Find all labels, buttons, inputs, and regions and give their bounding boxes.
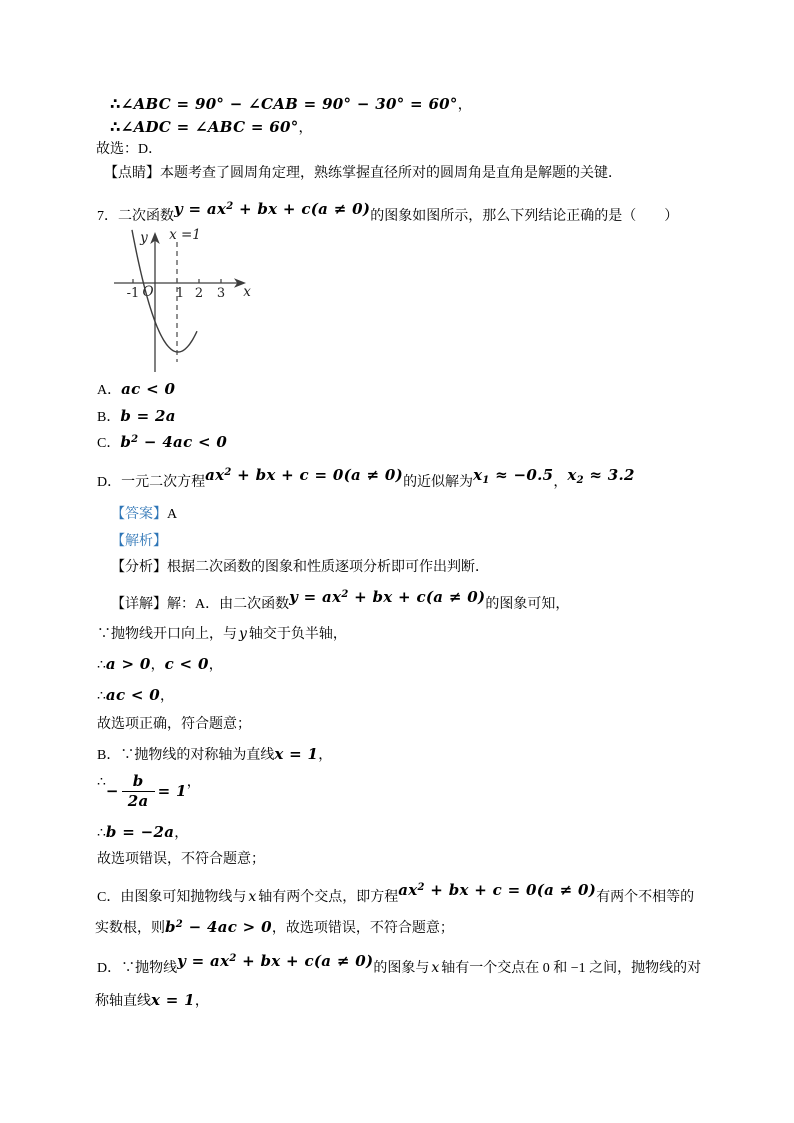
option-a [97, 378, 175, 401]
line-a-signs [97, 653, 223, 676]
math-expression: ∴∠ABC = 90° − ∠CAB = 90° − 30° = 60° [110, 95, 458, 113]
math-expression: $y = ax^2$ + bx + c(a ≠ 0) [174, 200, 371, 218]
line-b-conclusion [97, 821, 188, 844]
text-run: 有两个不相等的 [596, 890, 695, 905]
text-run: ， [194, 994, 209, 1009]
text-run: ， [553, 475, 568, 490]
fraction-denominator: 2a [127, 791, 149, 810]
line-b-fraction [97, 772, 201, 810]
text-run: 的图象与 [373, 961, 430, 976]
text-run: D．∵抛物线 [97, 961, 178, 976]
math-expression: $ax^2$ + bx + c = 0(a ≠ 0) [205, 466, 404, 484]
x-axis-label: x [243, 284, 251, 300]
line-angle-abc [110, 93, 472, 116]
x-tick-label: -1 [126, 286, 140, 301]
math-expression: $b^2 - 4ac < 0$ [120, 433, 228, 451]
math-expression: $y = ax^2$ + bx + c(a ≠ 0) [289, 588, 486, 606]
text-run: 【点睛】本题考查了圆周角定理，熟练掌握直径所对的圆周角是直角是解题的关键． [104, 166, 622, 181]
option-d [97, 464, 635, 493]
text-run: 故选项正确，符合题意； [97, 717, 251, 732]
superscript: 2 [229, 953, 237, 964]
subscript: 1 [482, 475, 490, 486]
fraction-numerator: b [122, 773, 155, 792]
text-run: A [167, 507, 178, 522]
text-run: 实数根，则 [95, 921, 165, 936]
text-run: 的图象如图所示，那么下列结论正确的是（ ） [370, 209, 679, 224]
math-expression: x = 1 [151, 991, 195, 1009]
math-variable: x [431, 960, 440, 976]
line-c-part2 [95, 916, 454, 939]
text-run: ， [208, 658, 223, 673]
line-a-premise [97, 624, 347, 645]
superscript: 2 [175, 919, 184, 930]
text-run: ， [298, 121, 313, 136]
x-tick-label: 1 [175, 286, 185, 301]
superscript: 2 [226, 201, 234, 212]
text-run: C． [97, 436, 121, 451]
option-b [97, 405, 176, 428]
text-run: C．由图象可知抛物线与 [97, 890, 247, 905]
text-run: ， [186, 775, 201, 790]
text-run: D．一元二次方程 [97, 475, 206, 490]
text-run: B．∵抛物线的对称轴为直线 [97, 748, 275, 763]
line-dianjing-note [104, 163, 622, 184]
text-run: 称轴直线 [95, 994, 151, 1009]
text-run: 轴有一个交点在 0 和 −1 之间，抛物线的对 [441, 961, 702, 976]
text-run: 轴交于负半轴， [248, 627, 347, 642]
x-tick-label: 2 [194, 286, 204, 301]
text-run: ， [160, 689, 175, 704]
math-fraction: − $\frac{b}{2a}$ = 1 [105, 771, 187, 810]
section-tag: 【答案】 [111, 507, 167, 522]
text-run: 【分析】根据二次函数的图象和性质逐项分析即可作出判断． [111, 560, 489, 575]
math-expression: ac < 0 [121, 380, 176, 398]
line-angle-adc [110, 116, 313, 139]
text-run: ，故选项错误，不符合题意； [271, 921, 454, 936]
text-run: B． [97, 410, 121, 425]
quadratic-graph [100, 228, 260, 374]
text-run: ∴ [97, 826, 106, 841]
text-run: 【详解】解：A．由二次函数 [111, 597, 290, 612]
math-expression: b = 2a [120, 407, 176, 425]
line-b-premise [97, 743, 332, 766]
superscript: 2 [224, 467, 232, 478]
math-variable: y [239, 626, 247, 642]
math-expression: $y = ax^2$ + bx + c(a ≠ 0) [177, 952, 374, 970]
text-run: ∵抛物线开口向上，与 [97, 627, 237, 642]
text-run: 故选项错误，不符合题意； [97, 852, 265, 867]
x-tick-label: 3 [216, 286, 226, 301]
text-run: ， [457, 98, 472, 113]
superscript: 2 [341, 589, 349, 600]
math-expression: b = −2a [105, 823, 175, 841]
line-c-part1 [97, 879, 694, 908]
text-run: ， [318, 748, 333, 763]
math-expression: $ax^2$ + bx + c = 0(a ≠ 0) [398, 881, 597, 899]
line-d-part2 [95, 989, 209, 1012]
math-expression: ∴∠ADC = ∠ABC = 60° [110, 118, 299, 136]
line-d-part1 [97, 950, 701, 979]
line-fenxi [111, 557, 489, 578]
text-run [122, 773, 155, 811]
subscript: 2 [576, 475, 584, 486]
origin-label: O [142, 284, 154, 300]
section-tag: 【解析】 [111, 534, 167, 549]
text-run: ， [174, 826, 189, 841]
line-jiexi [111, 531, 167, 552]
math-expression: = 1 [157, 782, 187, 800]
line-a-conclusion [97, 684, 174, 707]
math-expression: ac < 0 [105, 686, 161, 704]
line-b-verdict [97, 849, 265, 870]
line-choose-d [96, 139, 162, 160]
text-run: ∴ [97, 689, 106, 704]
text-run: 轴有两个交点，即方程 [258, 890, 399, 905]
text-run: A． [97, 383, 122, 398]
text-run: 7．二次函数 [97, 209, 174, 224]
superscript: 2 [131, 434, 139, 445]
line-answer [111, 504, 177, 525]
text-run: 故选：D． [96, 142, 163, 157]
symmetry-line-label: x =1 [169, 227, 201, 243]
math-expression: a > 0 [105, 655, 151, 673]
superscript: 2 [417, 882, 425, 893]
text-run: ， [150, 658, 165, 673]
math-expression: c < 0 [164, 655, 209, 673]
math-expression: $x_1 \approx -0.5$ [473, 466, 554, 486]
line-a-verdict [97, 714, 251, 735]
option-c [97, 431, 227, 454]
math-expression: x = 1 [274, 745, 319, 763]
y-axis-label: y [140, 230, 148, 246]
text-run: 的图象可知， [485, 597, 570, 612]
text-run: ∴ [97, 658, 106, 673]
math-expression: $b^2 - 4ac > 0$ [165, 918, 272, 936]
text-run: ∴ [97, 775, 106, 790]
text-run: 的近似解为 [403, 475, 474, 490]
line-xiangjie-a [111, 586, 569, 615]
math-variable: x [248, 889, 257, 905]
line-question-7 [97, 198, 678, 227]
math-expression: $x_2 \approx 3.2$ [567, 466, 635, 486]
